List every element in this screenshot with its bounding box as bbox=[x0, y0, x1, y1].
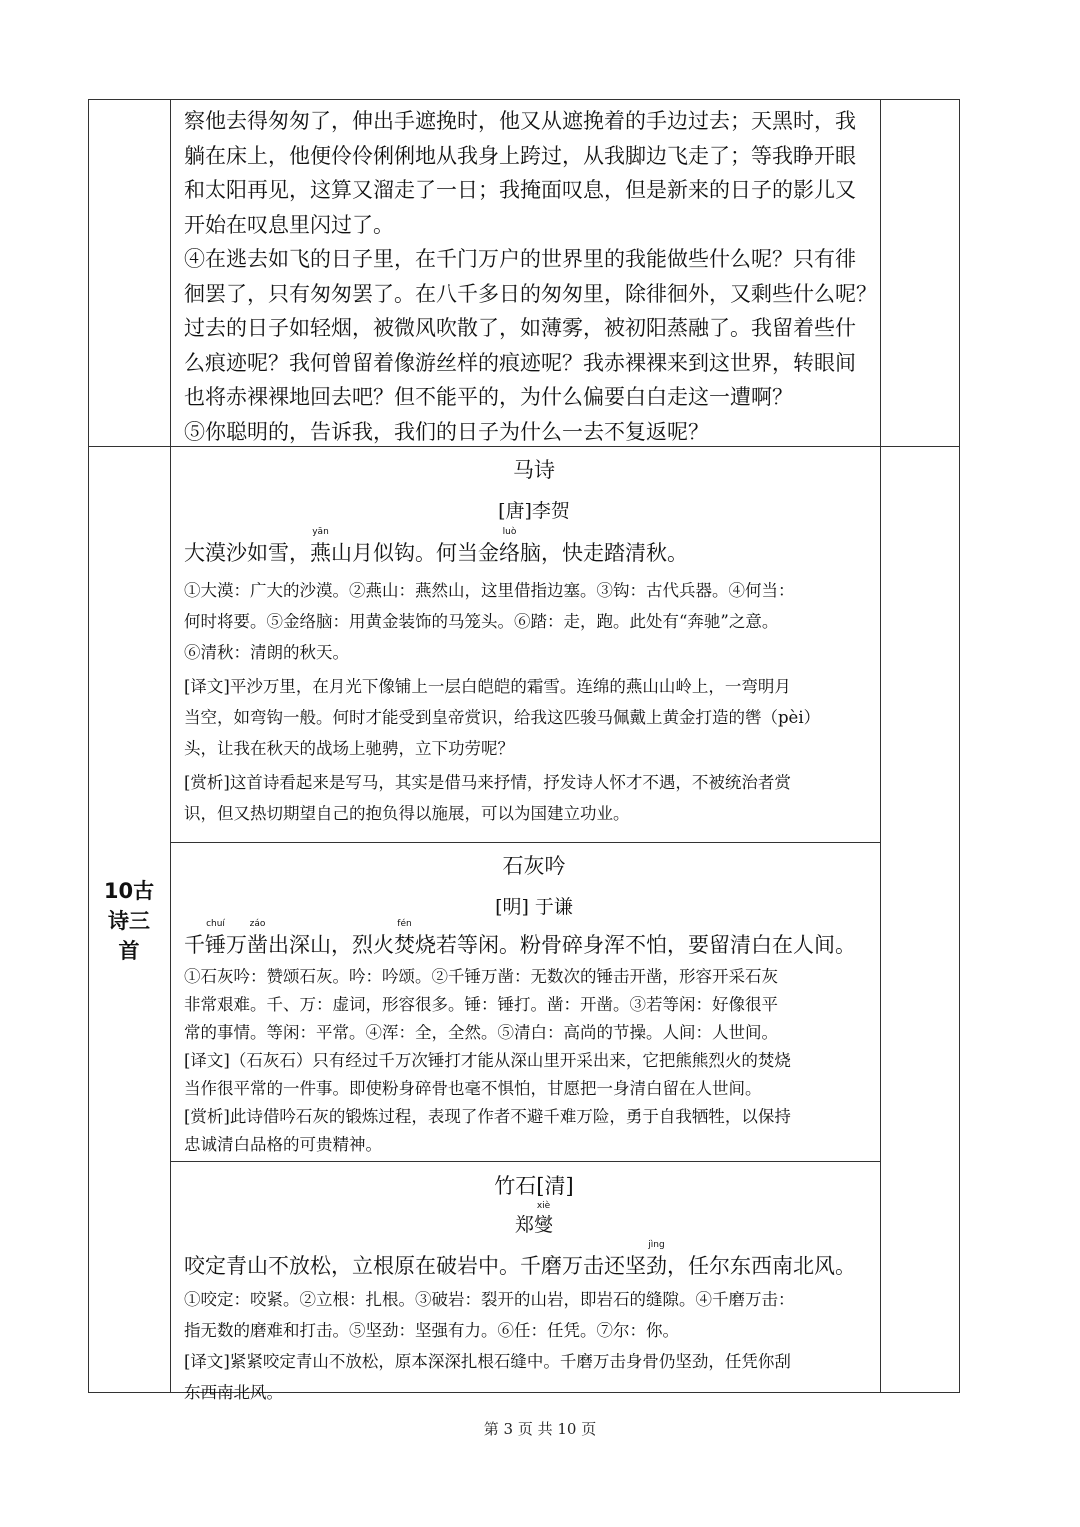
poem-translation bbox=[184, 1346, 884, 1408]
poem-translation bbox=[184, 671, 884, 764]
lesson-label-line: 首 bbox=[118, 939, 140, 963]
lesson-label bbox=[98, 876, 160, 966]
verse-char: 焚 bbox=[394, 933, 415, 957]
author-char: 燮 bbox=[534, 1214, 554, 1236]
verse-text: 烧若等闲。粉骨碎身浑不怕，要留清白在人间。 bbox=[415, 933, 856, 957]
prose-line: 也将赤裸裸地回去吧？但不能平的，为什么偏要白白走这一遭啊？ bbox=[184, 385, 793, 409]
poem-verse bbox=[184, 1240, 884, 1284]
translation-line: [译文]（石灰石）只有经过千万次锤打才能从深山里开采出来，它把熊熊烈火的焚烧 bbox=[184, 1050, 791, 1070]
prose-line: 和太阳再见，这算又溜走了一日；我掩面叹息，但是新来的日子的影儿又 bbox=[184, 178, 856, 202]
verse-char: 劲 bbox=[646, 1254, 667, 1278]
appreciation-line: 识，但又热切期望自己的抱负得以施展，可以为国建立功业。 bbox=[184, 803, 630, 823]
note-line: ①咬定：咬紧。②立根：扎根。③破岩：裂开的山岩，即岩石的缝隙。④千磨万击： bbox=[184, 1289, 795, 1309]
poem-author bbox=[184, 1201, 884, 1240]
author-char-with-pinyin bbox=[534, 1201, 554, 1240]
lesson-table bbox=[88, 99, 960, 1402]
poem-verse bbox=[184, 919, 884, 963]
verse-text: 出深山，烈火 bbox=[268, 933, 394, 957]
poem-ma-shi bbox=[184, 452, 884, 829]
verse-char-with-pinyin bbox=[205, 919, 226, 963]
pinyin: fén bbox=[397, 919, 412, 929]
poem-title: 石灰吟 bbox=[502, 854, 566, 878]
column-divider-left bbox=[170, 100, 171, 1392]
verse-char: 燕 bbox=[310, 541, 331, 565]
poem-notes bbox=[184, 575, 884, 668]
translation-line: 东西南北风。 bbox=[184, 1382, 283, 1402]
verse-text: 咬定青山不放松，立根原在破岩中。千磨万击还坚 bbox=[184, 1254, 646, 1278]
note-line: ①石灰吟：赞颂石灰。吟：吟颂。②千锤万凿：无数次的锤击开凿，形容开采石灰 bbox=[184, 966, 778, 986]
translation-line: [译文]紧紧咬定青山不放松，原本深深扎根石缝中。千磨万击身骨仍坚劲，任凭你刮 bbox=[184, 1351, 791, 1371]
prose-line: 开始在叹息里闪过了。 bbox=[184, 212, 394, 237]
poem-title: 竹石[清] bbox=[494, 1174, 574, 1198]
prose-line: 么痕迹呢？我何曾留着像游丝样的痕迹呢？我赤裸裸来到这世界，转眼间 bbox=[184, 350, 856, 375]
verse-text: 脑，快走踏清秋。 bbox=[520, 541, 688, 565]
poem-shi-hui-yin bbox=[184, 848, 884, 1159]
verse-text: 山月似钩。何当金 bbox=[331, 541, 499, 565]
lesson-label-line: 诗三 bbox=[108, 909, 150, 933]
pinyin: jìng bbox=[648, 1240, 665, 1250]
pinyin: chuí bbox=[206, 919, 225, 929]
poem-title: 马诗 bbox=[513, 458, 555, 482]
verse-char-with-pinyin bbox=[394, 919, 415, 963]
poem-appreciation bbox=[184, 767, 884, 829]
poem-zhu-shi bbox=[184, 1168, 884, 1408]
translation-line: [译文]平沙万里，在月光下像铺上一层白皑皑的霜雪。连绵的燕山山岭上，一弯明月 bbox=[184, 676, 791, 696]
verse-char-with-pinyin bbox=[646, 1240, 667, 1284]
verse-char: 凿 bbox=[247, 933, 268, 957]
note-line: ①大漠：广大的沙漠。②燕山：燕然山，这里借指边塞。③钩：古代兵器。④何当： bbox=[184, 580, 795, 600]
note-line: 常的事情。等闲：平常。④浑：全，全然。⑤清白：高尚的节操。人间：人世间。 bbox=[184, 1022, 778, 1042]
prose-line: ⑤你聪明的，告诉我，我们的日子为什么一去不复返呢？ bbox=[184, 419, 709, 444]
poem-notes bbox=[184, 963, 884, 1047]
pinyin: luò bbox=[502, 527, 517, 537]
verse-text: 大漠沙如雪， bbox=[184, 541, 310, 565]
pinyin: xiè bbox=[536, 1201, 551, 1211]
note-line: ⑥清秋：清朗的秋天。 bbox=[184, 642, 349, 662]
pinyin: yān bbox=[312, 527, 329, 537]
verse-char-with-pinyin bbox=[247, 919, 268, 963]
appreciation-line: 忠诚清白品格的可贵精神。 bbox=[184, 1134, 382, 1154]
page-footer: 第 3 页 共 10 页 bbox=[483, 1420, 597, 1438]
verse-text: ，任尔东西南北风。 bbox=[667, 1254, 856, 1278]
poem-verse bbox=[184, 527, 884, 571]
translation-line: 当空，如弯钩一般。何时才能受到皇帝赏识，给我这匹骏马佩戴上黄金打造的辔（pèi） bbox=[184, 707, 821, 727]
verse-text: 万 bbox=[226, 933, 247, 957]
poem-divider-2 bbox=[170, 1161, 881, 1162]
appreciation-line: [赏析]此诗借吟石灰的锻炼过程，表现了作者不避千难万险，勇于自我牺牲，以保持 bbox=[184, 1106, 791, 1126]
poem-translation bbox=[184, 1047, 884, 1103]
prose-line: ④在逃去如飞的日子里，在千门万户的世界里的我能做些什么呢？只有徘 bbox=[184, 247, 856, 271]
translation-line: 头，让我在秋天的战场上驰骋，立下功劳呢？ bbox=[184, 738, 514, 758]
appreciation-line: [赏析]这首诗看起来是写马，其实是借马来抒情，抒发诗人怀才不遇，不被统治者赏 bbox=[184, 772, 791, 792]
poem-divider-1 bbox=[170, 842, 881, 843]
verse-char: 络 bbox=[499, 541, 520, 565]
pinyin: záo bbox=[249, 919, 266, 929]
author-char: 郑 bbox=[514, 1214, 534, 1236]
lesson-label-line: 10古 bbox=[103, 879, 155, 903]
note-line: 非常艰难。千、万：虚词，形容很多。锤：锤打。凿：开凿。③若等闲：好像很平 bbox=[184, 994, 778, 1014]
poem-notes bbox=[184, 1284, 884, 1346]
prose-line: 察他去得匆匆了，伸出手遮挽时，他又从遮挽着的手边过去；天黑时，我 bbox=[184, 109, 856, 133]
prose-section bbox=[184, 104, 884, 449]
prose-line: 过去的日子如轻烟，被微风吹散了，如薄雾，被初阳蒸融了。我留着些什 bbox=[184, 316, 856, 340]
verse-text: 千 bbox=[184, 933, 205, 957]
verse-char: 锤 bbox=[205, 933, 226, 957]
prose-line: 躺在床上，他便伶伶俐俐地从我身上跨过，从我脚边飞走了；等我睁开眼 bbox=[184, 143, 856, 168]
poem-author: [唐]李贺 bbox=[498, 500, 570, 522]
verse-char-with-pinyin bbox=[499, 527, 520, 571]
note-line: 指无数的磨难和打击。⑤坚劲：坚强有力。⑥任：任凭。⑦尔：你。 bbox=[184, 1320, 679, 1340]
note-line: 何时将要。⑤金络脑：用黄金装饰的马笼头。⑥踏：走，跑。此处有“奔驰”之意。 bbox=[184, 611, 779, 631]
translation-line: 当作很平常的一件事。即使粉身碎骨也毫不惧怕，甘愿把一身清白留在人世间。 bbox=[184, 1078, 762, 1098]
verse-char-with-pinyin bbox=[310, 527, 331, 571]
prose-line: 徊罢了，只有匆匆罢了。在八千多日的匆匆里，除徘徊外，又剩些什么呢？ bbox=[184, 281, 877, 306]
poem-appreciation bbox=[184, 1103, 884, 1159]
poem-author: [明] 于谦 bbox=[495, 896, 573, 918]
